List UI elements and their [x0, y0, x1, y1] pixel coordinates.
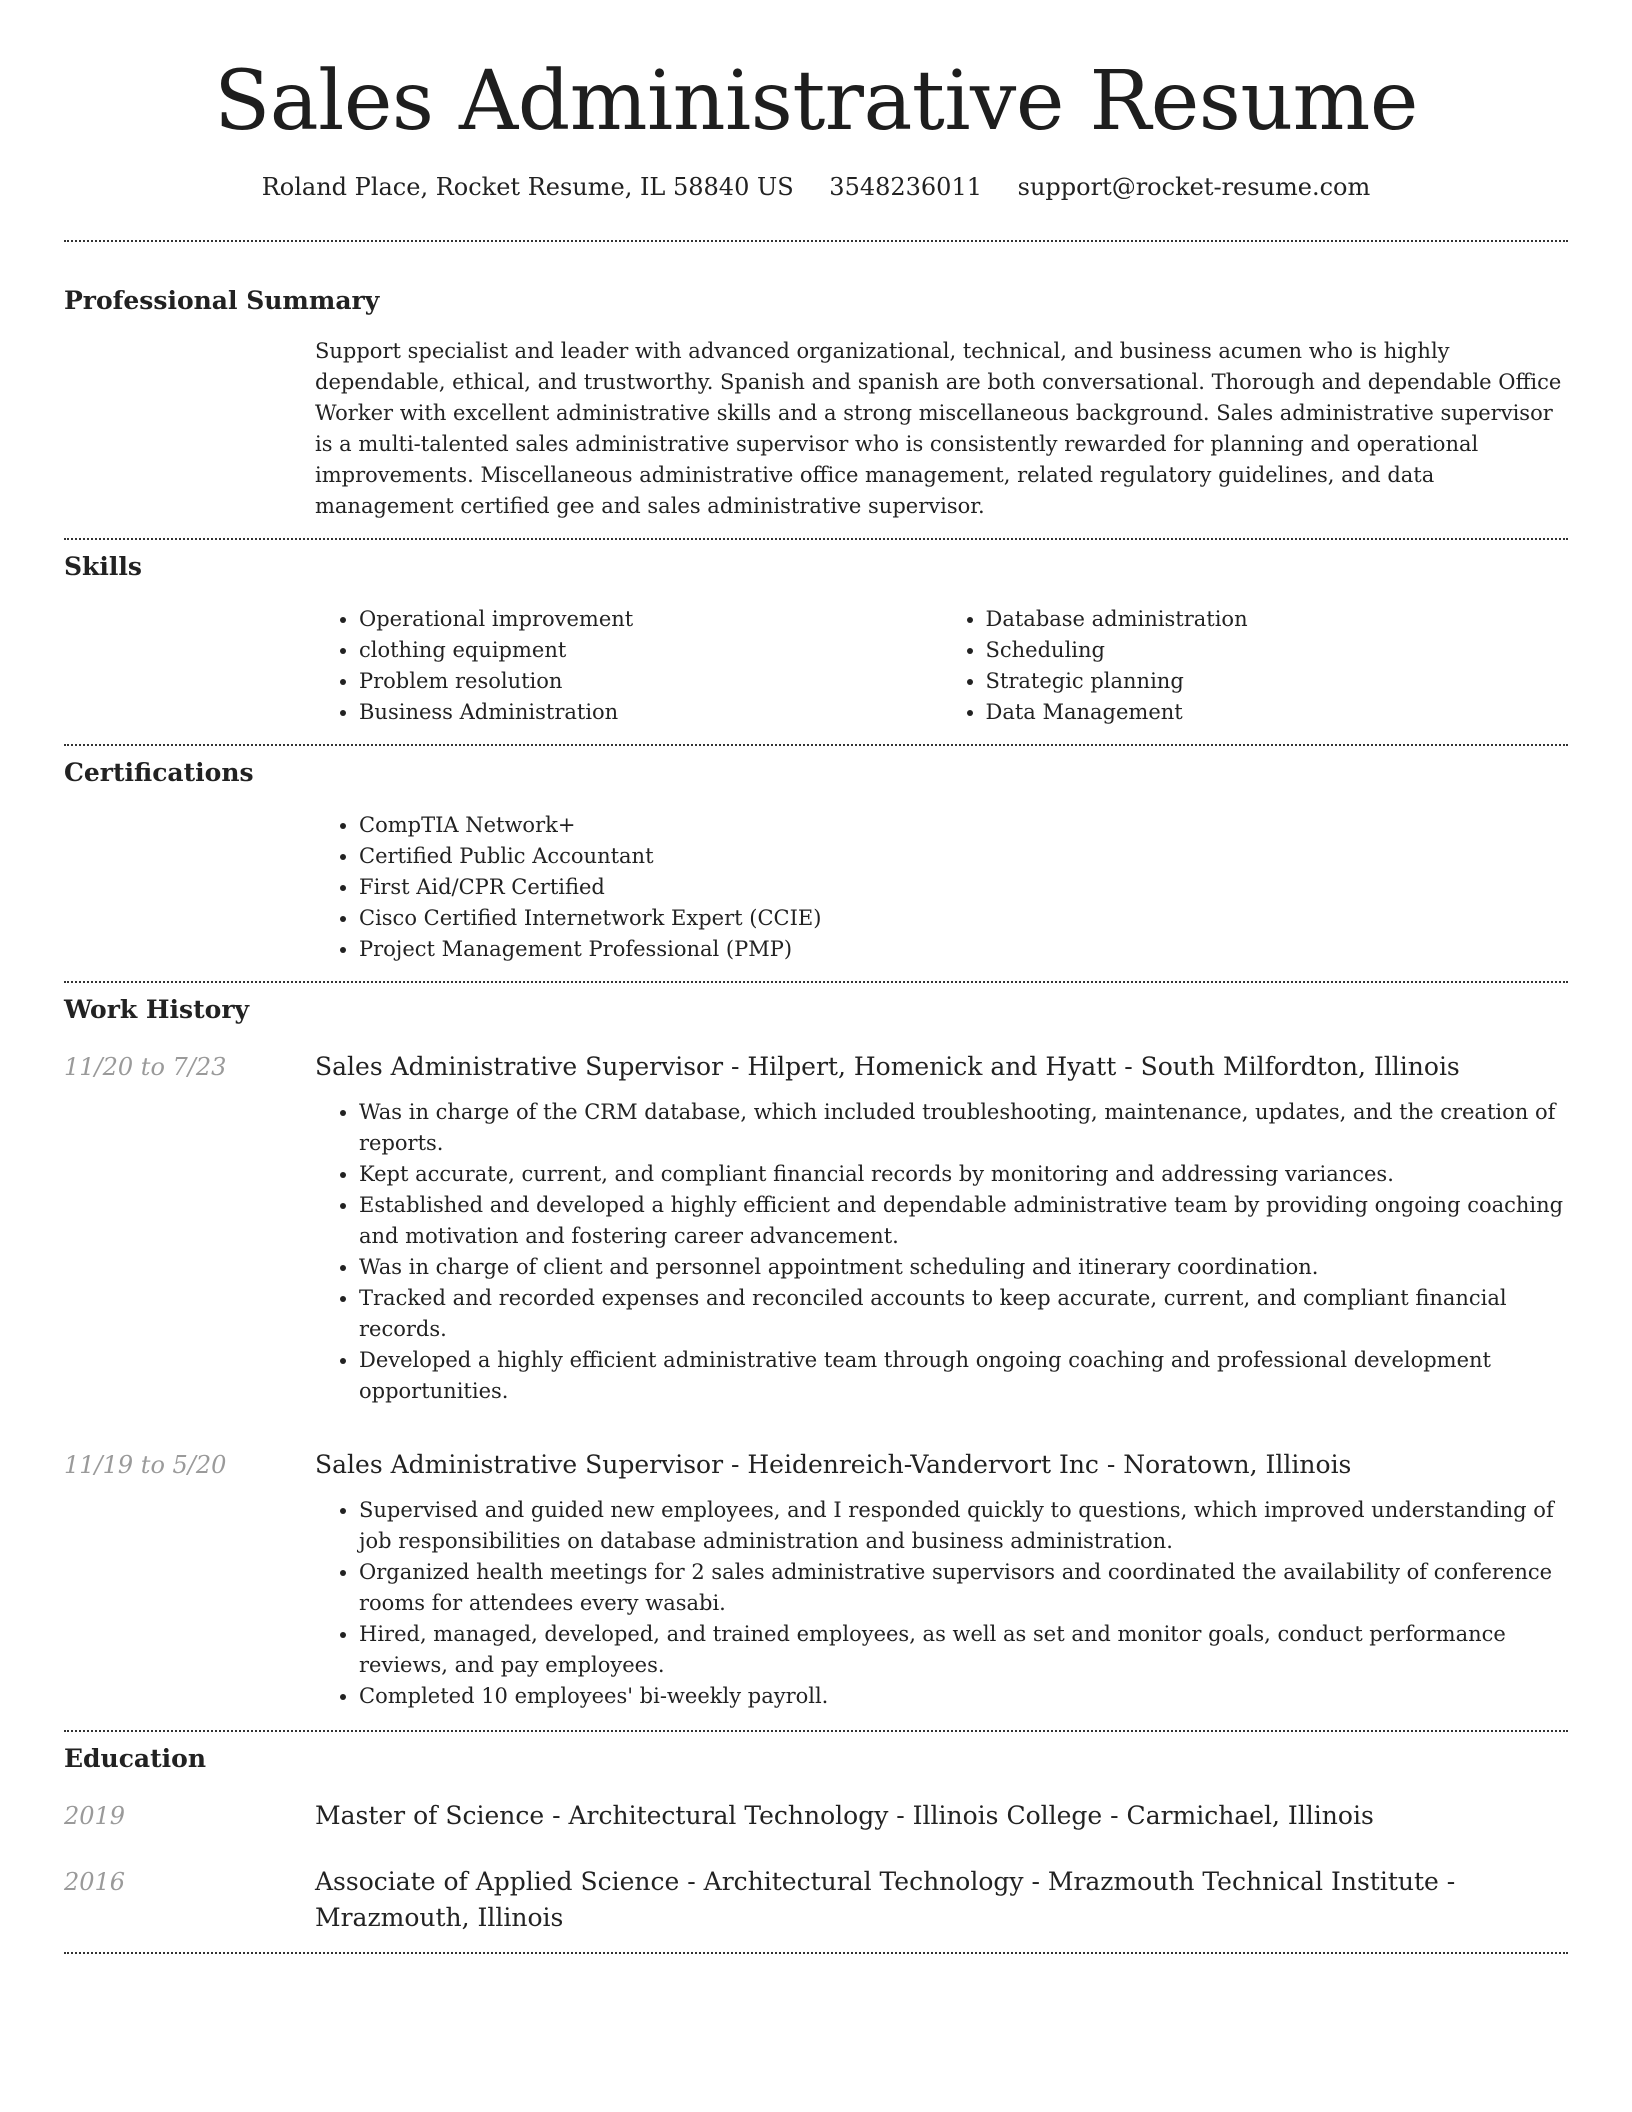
divider	[64, 538, 1568, 540]
skills-column-right	[942, 604, 1569, 728]
job-bullet: • Organized health meetings for 2 sales administrative supervisors and coordinated the availability of conference rooms for attendees every wasabi.	[359, 1557, 1568, 1619]
education-entry	[64, 1864, 1568, 1936]
resume-page	[64, 0, 1568, 1954]
certification-item: • Cisco Certified Internetwork Expert (CCIE)	[359, 903, 1568, 934]
divider	[64, 744, 1568, 746]
job-dates: 11/20 to 7/23	[64, 1053, 227, 1081]
skill-item: • clothing equipment	[359, 635, 942, 666]
contact-email: support@rocket-resume.com	[1017, 173, 1371, 201]
certification-item: • Certified Public Accountant	[359, 841, 1568, 872]
job-entry	[64, 1447, 1568, 1712]
certifications-list	[315, 810, 1568, 965]
skills-heading: Skills	[64, 552, 142, 581]
divider	[64, 1952, 1568, 1954]
certification-item: • First Aid/CPR Certified	[359, 872, 1568, 903]
education-entry	[64, 1798, 1568, 1834]
divider	[64, 981, 1568, 983]
education-degree: Associate of Applied Science - Architectural Technology - Mrazmouth Technical Institute - Mrazmouth, Illinois	[315, 1867, 1456, 1932]
skills-column-left	[315, 604, 942, 728]
certification-item: • Project Management Professional (PMP)	[359, 934, 1568, 965]
job-bullet: • Established and developed a highly efficient and dependable administrative team by providing ongoing coaching and motivation and fostering career advancement.	[359, 1190, 1568, 1252]
job-bullet: • Was in charge of client and personnel appointment scheduling and itinerary coordination.	[359, 1252, 1568, 1283]
job-bullet: • Developed a highly efficient administrative team through ongoing coaching and professional development opportunities.	[359, 1345, 1568, 1407]
job-title: Sales Administrative Supervisor - Heidenreich-Vandervort Inc - Noratown, Illinois	[315, 1450, 1352, 1479]
skill-item: • Scheduling	[986, 635, 1569, 666]
skill-item: • Database administration	[986, 604, 1569, 635]
education-year: 2016	[64, 1868, 126, 1896]
job-bullet: • Tracked and recorded expenses and reconciled accounts to keep accurate, current, and compliant financial records.	[359, 1283, 1568, 1345]
job-bullet: • Hired, managed, developed, and trained employees, as well as set and monitor goals, conduct performance reviews, and pay employees.	[359, 1619, 1568, 1681]
job-entry	[64, 1049, 1568, 1407]
job-bullet: • Supervised and guided new employees, and I responded quickly to questions, which improved understanding of job responsibilities on database administration and business administration.	[359, 1495, 1568, 1557]
education-degree: Master of Science - Architectural Technology - Illinois College - Carmichael, Illinois	[315, 1801, 1374, 1830]
skill-item: • Strategic planning	[986, 666, 1569, 697]
work-history-heading: Work History	[64, 995, 250, 1024]
resume-title: Sales Administrative Resume	[214, 54, 1418, 149]
certifications-heading: Certifications	[64, 758, 254, 787]
education-heading: Education	[64, 1744, 207, 1773]
summary-text: Support specialist and leader with advanced organizational, technical, and business acumen who is highly dependable, ethical, and trustworthy. Spanish and spanish are both conversational. Thorough and dependable Office Worker with excellent administrative skills and a strong miscellaneous background. Sales administrative supervisor is a multi-talented sales administrative supervisor who is consistently rewarded for planning and operational improvements. Miscellaneous administrative office management, related regulatory guidelines, and data management certified gee and sales administrative supervisor.	[315, 339, 1562, 518]
job-bullet: • Kept accurate, current, and compliant financial records by monitoring and addressing variances.	[359, 1159, 1568, 1190]
skill-item: • Business Administration	[359, 697, 942, 728]
skills-list	[315, 604, 1568, 728]
job-bullets	[315, 1495, 1568, 1712]
contact-phone: 3548236011	[829, 173, 982, 201]
certification-item: • CompTIA Network+	[359, 810, 1568, 841]
summary-heading: Professional Summary	[64, 286, 380, 315]
job-bullets	[315, 1097, 1568, 1407]
job-bullet: • Completed 10 employees' bi-weekly payroll.	[359, 1681, 1568, 1712]
job-title: Sales Administrative Supervisor - Hilpert, Homenick and Hyatt - South Milfordton, Illinois	[315, 1052, 1460, 1081]
divider	[64, 240, 1568, 242]
job-bullet: • Was in charge of the CRM database, which included troubleshooting, maintenance, updates, and the creation of reports.	[359, 1097, 1568, 1159]
contact-line	[64, 170, 1568, 204]
divider	[64, 1730, 1568, 1732]
education-year: 2019	[64, 1802, 126, 1830]
skill-item: • Operational improvement	[359, 604, 942, 635]
skill-item: • Problem resolution	[359, 666, 942, 697]
job-dates: 11/19 to 5/20	[64, 1451, 227, 1479]
skill-item: • Data Management	[986, 697, 1569, 728]
contact-address: Roland Place, Rocket Resume, IL 58840 US	[261, 173, 794, 201]
